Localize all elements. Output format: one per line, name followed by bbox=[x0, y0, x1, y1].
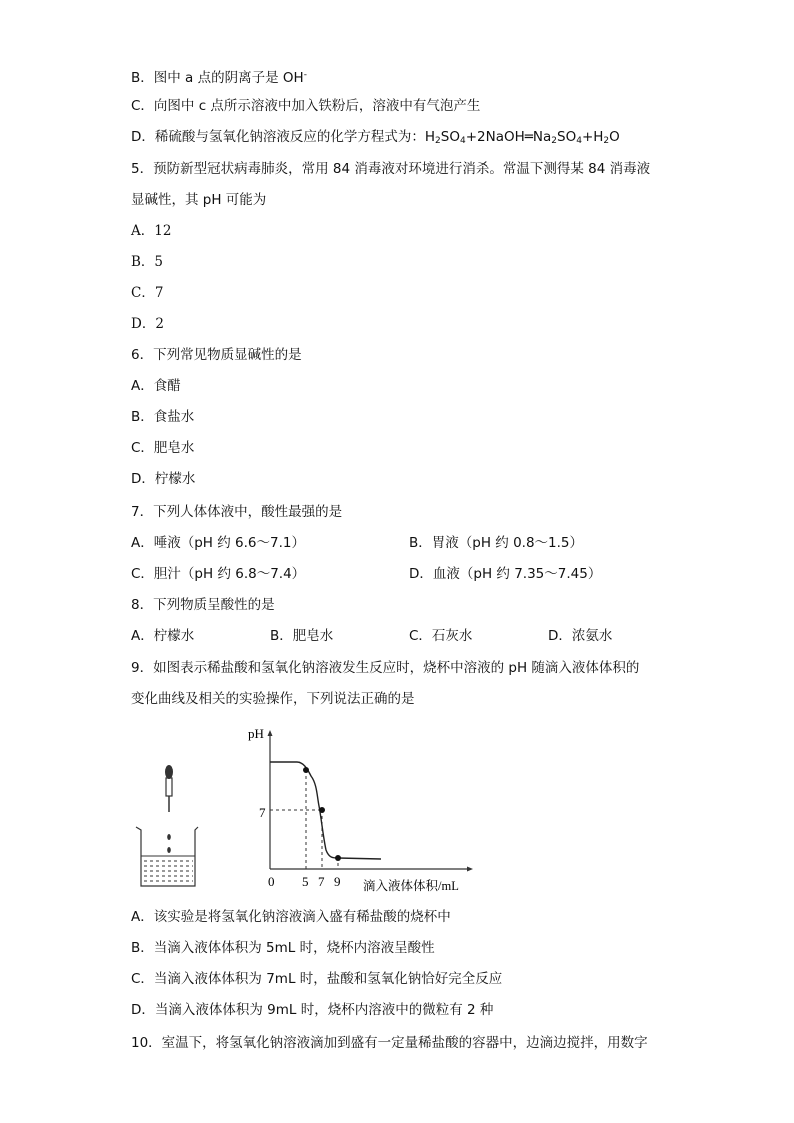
ph-curve-chart bbox=[131, 726, 491, 896]
q9-option-c: C．当滴入液体体积为 7mL 时，盐酸和氢氧化钠恰好完全反应 bbox=[131, 971, 503, 987]
q7-stem: 7．下列人体体液中，酸性最强的是 bbox=[131, 504, 343, 520]
y-tick-7: 7 bbox=[259, 805, 266, 820]
q6-option-b: B．食盐水 bbox=[131, 409, 195, 425]
q6-stem: 6．下列常见物质显碱性的是 bbox=[131, 347, 302, 363]
x-tick-0: 0 bbox=[268, 874, 275, 889]
x-tick-7: 7 bbox=[318, 874, 325, 889]
q5-option-d: D．2 bbox=[131, 316, 164, 332]
point-c bbox=[335, 855, 341, 861]
q7-option-a: A．唾液（pH 约 6.6～7.1） bbox=[131, 535, 305, 551]
chart-axes bbox=[268, 730, 474, 872]
q5-option-b: B．5 bbox=[131, 254, 164, 270]
q7-option-b: B．胃液（pH 约 0.8～1.5） bbox=[409, 535, 584, 551]
q10-stem-line1: 10．室温下，将氢氧化钠溶液滴加到盛有一定量稀盐酸的容器中，边滴边搅拌，用数字 bbox=[131, 1035, 648, 1051]
x-axis-label: 滴入液体体积/mL bbox=[363, 879, 459, 893]
q6-option-c: C．肥皂水 bbox=[131, 440, 195, 456]
q7-option-c: C．胆汁（pH 约 6.8～7.4） bbox=[131, 566, 306, 582]
q4-option-d: D．稀硫酸与氢氧化钠溶液反应的化学方程式为：$H_2SO_4+2NaOH═Na_2SO_4+H_2O$ bbox=[131, 129, 620, 146]
q8-option-a: A．柠檬水 bbox=[131, 628, 195, 644]
q5-stem-line1: 5．预防新型冠状病毒肺炎，常用 84 消毒液对环境进行消杀。常温下测得某 84 消毒液 bbox=[131, 161, 651, 177]
beaker-icon bbox=[136, 827, 198, 886]
q5-stem-line2: 显碱性，其 pH 可能为 bbox=[131, 192, 267, 208]
point-b bbox=[319, 807, 325, 813]
q8-stem: 8．下列物质呈酸性的是 bbox=[131, 597, 275, 613]
q6-option-a: A．食醋 bbox=[131, 378, 181, 394]
q9-figure bbox=[131, 726, 491, 896]
y-axis-label: pH bbox=[248, 726, 264, 741]
q5-option-c: C．7 bbox=[131, 285, 164, 301]
q4-option-b: B．图中 a 点的阴离子是 OH- bbox=[131, 70, 307, 86]
q9-option-d: D．当滴入液体体积为 9mL 时，烧杯内溶液中的微粒有 2 种 bbox=[131, 1002, 494, 1018]
q9-option-a: A．该实验是将氢氧化钠溶液滴入盛有稀盐酸的烧杯中 bbox=[131, 909, 451, 925]
q9-stem-line2: 变化曲线及相关的实验操作，下列说法正确的是 bbox=[131, 691, 415, 707]
q8-option-c: C．石灰水 bbox=[409, 628, 473, 644]
q9-stem-line1: 9．如图表示稀盐酸和氢氧化钠溶液发生反应时，烧杯中溶液的 pH 随滴入液体体积的 bbox=[131, 660, 640, 676]
dropper-icon bbox=[165, 765, 173, 853]
q6-option-d: D．柠檬水 bbox=[131, 471, 196, 487]
ph-curve bbox=[270, 762, 381, 859]
q8-option-d: D．浓氨水 bbox=[548, 628, 613, 644]
q5-option-a: A．12 bbox=[131, 223, 172, 239]
x-tick-5: 5 bbox=[302, 874, 309, 889]
q4-option-c: C．向图中 c 点所示溶液中加入铁粉后，溶液中有气泡产生 bbox=[131, 98, 481, 114]
q9-option-b: B．当滴入液体体积为 5mL 时，烧杯内溶液呈酸性 bbox=[131, 940, 435, 956]
q7-option-d: D．血液（pH 约 7.35～7.45） bbox=[409, 566, 602, 582]
q8-option-b: B．肥皂水 bbox=[270, 628, 334, 644]
x-tick-9: 9 bbox=[334, 874, 341, 889]
point-a bbox=[303, 767, 309, 773]
